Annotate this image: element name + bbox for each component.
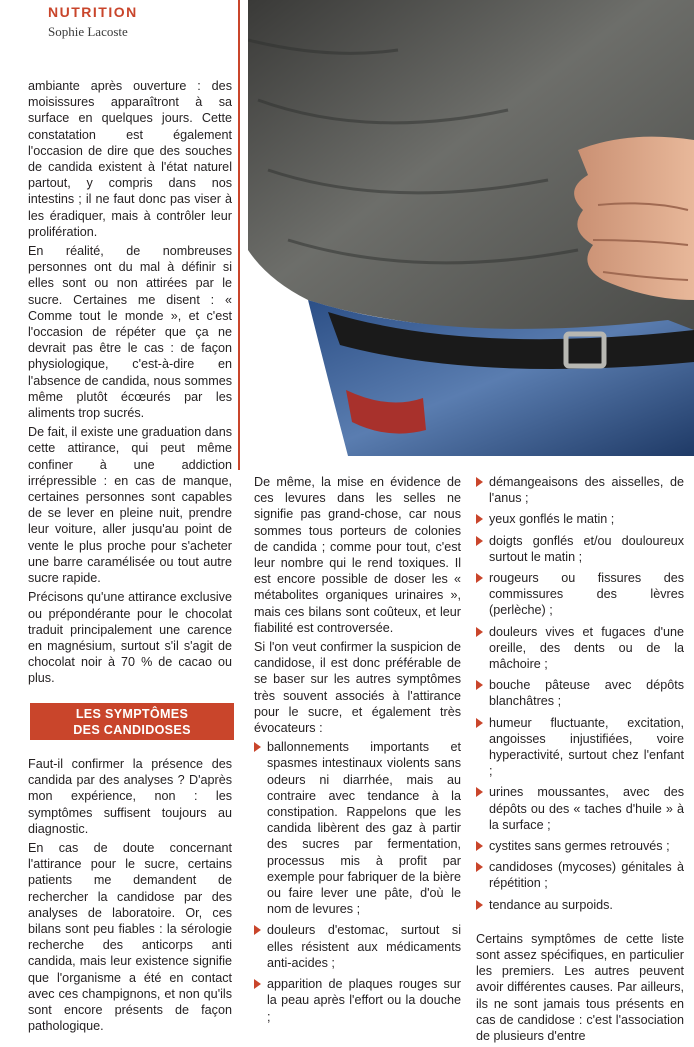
symptom-bullet [476, 838, 684, 854]
section-heading [30, 703, 234, 740]
triangle-bullet-icon [476, 536, 483, 546]
bullet-text: démangeaisons des aisselles, de l'anus ; [489, 475, 684, 506]
symptom-bullet [476, 677, 684, 709]
symptom-bullet [254, 739, 461, 917]
triangle-bullet-icon [476, 680, 483, 690]
bullet-text: candidoses (mycoses) génitales à répétition ; [489, 860, 684, 891]
paragraph: Précisons qu'une attirance exclusive ou prépondérante pour le chocolat traduit principalement une carence en magnésium, surtout s'il s'agit de chocolat noir à 70 % de cacao ou plus. [28, 590, 232, 686]
column-3-text [476, 474, 684, 1047]
bullet-text: douleurs d'estomac, surtout si elles résistent aux médicaments anti-acides ; [267, 923, 461, 970]
bullet-text: doigts gonflés et/ou douloureux surtout le matin ; [489, 533, 684, 564]
bullet-text: douleurs vives et fugaces d'une oreille, des dents ou de la mâchoire ; [489, 624, 684, 672]
triangle-bullet-icon [476, 627, 483, 637]
paragraph: ambiante après ouverture : des moisissures apparaîtront à sa surface en quelques jours. Cette constatation est également l'occasion de dire que des souches de candida existent à l'état naturel partout, y compris dans nos intestins ; il ne faut donc pas viser à les éradiquer, mais à contrôler leur prolifération. [28, 79, 232, 239]
author-name: Sophie Lacoste [48, 24, 128, 39]
triangle-bullet-icon [476, 841, 483, 851]
column-rule [238, 0, 240, 470]
bullet-text: rougeurs ou fissures des commissures des lèvres (perlèche) ; [489, 571, 684, 618]
symptom-bullet [476, 511, 684, 527]
paragraph: De même, la mise en évidence de ces levures dans les selles ne signifie pas grand-chose, car nous sommes tous porteurs de colonies de candida ; comme pour tout, c'est leur nombre qui le rend toxiques. Il est encore possible de doser les « métabolites organiques urinaires », mais ces bilans sont coûteux, et leur fiabilité est controversée. [254, 475, 461, 635]
triangle-bullet-icon [476, 514, 483, 524]
symptom-bullet [476, 715, 684, 780]
bullet-text: tendance au surpoids. [489, 897, 613, 912]
triangle-bullet-icon [476, 862, 483, 872]
symptom-bullet [476, 897, 684, 913]
symptom-bullet [476, 859, 684, 891]
column-1-text [28, 78, 232, 690]
triangle-bullet-icon [476, 718, 483, 728]
bullet-text: humeur fluctuante, excitation, angoisses injustifiées, voire hyperactivité, surtout chez l'enfant ; [489, 715, 684, 779]
paragraph: Si l'on veut confirmer la suspicion de candidose, il est donc préférable de se baser sur les autres symptômes très souvent associés à l'attirance pour le sucre, et également très évocateurs : [254, 640, 461, 736]
triangle-bullet-icon [254, 925, 261, 935]
symptom-bullet [476, 784, 684, 833]
column-1-lower-text [28, 756, 232, 1037]
bullet-text: urines moussantes, avec des dépôts ou des « taches d'huile » à la surface ; [489, 785, 684, 832]
paragraph: Certains symptômes de cette liste sont assez spécifiques, en particulier les premiers. Les autres peuvent avoir différentes causes. Par ailleurs, ils ne sont jamais tous présents en cas de candidose : c'est l'association de plusieurs d'entre [476, 931, 684, 1044]
bullet-text: bouche pâteuse avec dépôts blanchâtres ; [489, 678, 684, 709]
triangle-bullet-icon [254, 742, 261, 752]
symptom-bullet [476, 533, 684, 565]
bullet-text: ballonnements importants et spasmes intestinaux violents sans odeurs ni diarrhée, mais au contraire avec tendance à la constipation. Rappelons que les candida libèrent des gaz à partir des sucres par fermentation, processus mis à profit par exemple pour fabriquer de la bière ou faire lever une pâte, d'où le nom de levures ; [267, 740, 461, 917]
triangle-bullet-icon [476, 900, 483, 910]
triangle-bullet-icon [476, 573, 483, 583]
heading-line: DES CANDIDOSES [73, 723, 191, 737]
symptom-bullet [476, 624, 684, 673]
photo-man-holding-stomach [248, 0, 694, 456]
triangle-bullet-icon [476, 477, 483, 487]
symptom-bullet [254, 922, 461, 971]
paragraph: En cas de doute concernant l'attirance pour le sucre, certains patients me demandent de rechercher la candidose par des analyses de laboratoire. Or, ces bilans sont peu fiables : la sérologie recherche des anticorps anti candida, mais leur existence signifie que l'organisme a été en contact avec ces champignons, et non qu'ils sont encore présents de façon pathologique. [28, 841, 232, 1034]
column-2-text [254, 474, 461, 1030]
paragraph: Faut-il confirmer la présence des candida par des analyses ? D'après mon expérience, non : les symptômes suffisent toujours au diagnostic. [28, 757, 232, 836]
symptom-bullet [254, 976, 461, 1025]
bullet-text: cystites sans germes retrouvés ; [489, 839, 670, 854]
symptom-bullet [476, 474, 684, 506]
triangle-bullet-icon [254, 979, 261, 989]
photo-illustration [248, 0, 694, 456]
heading-line: LES SYMPTÔMES [75, 707, 189, 721]
paragraph: De fait, il existe une graduation dans cette attirance, qui peut même confiner à une addiction irrépressible : en cas de manque, certaines personnes sont capables de se lever en pleine nuit, prendre leur voiture, aller jusqu'au point de vente le plus proche pour s'acheter une barre caramélisée ou tout autre sucre rapide. [28, 425, 232, 586]
bullet-text: yeux gonflés le matin ; [489, 512, 615, 527]
triangle-bullet-icon [476, 787, 483, 797]
paragraph: En réalité, de nombreuses personnes ont du mal à définir si elles sont ou non attirées par le sucre. Certaines me disent : « Comme tout le monde », et c'est l'occasion de répéter que ça ne devrait pas être le cas : de façon physiologique, c'est-à-dire en l'absence de candida, nous sommes même plutôt écœurés par les aliments trop sucrés. [28, 244, 232, 421]
bullet-text: apparition de plaques rouges sur la peau après l'effort ou la douche ; [267, 977, 461, 1024]
section-label: NUTRITION [48, 4, 138, 20]
symptom-bullet [476, 570, 684, 619]
